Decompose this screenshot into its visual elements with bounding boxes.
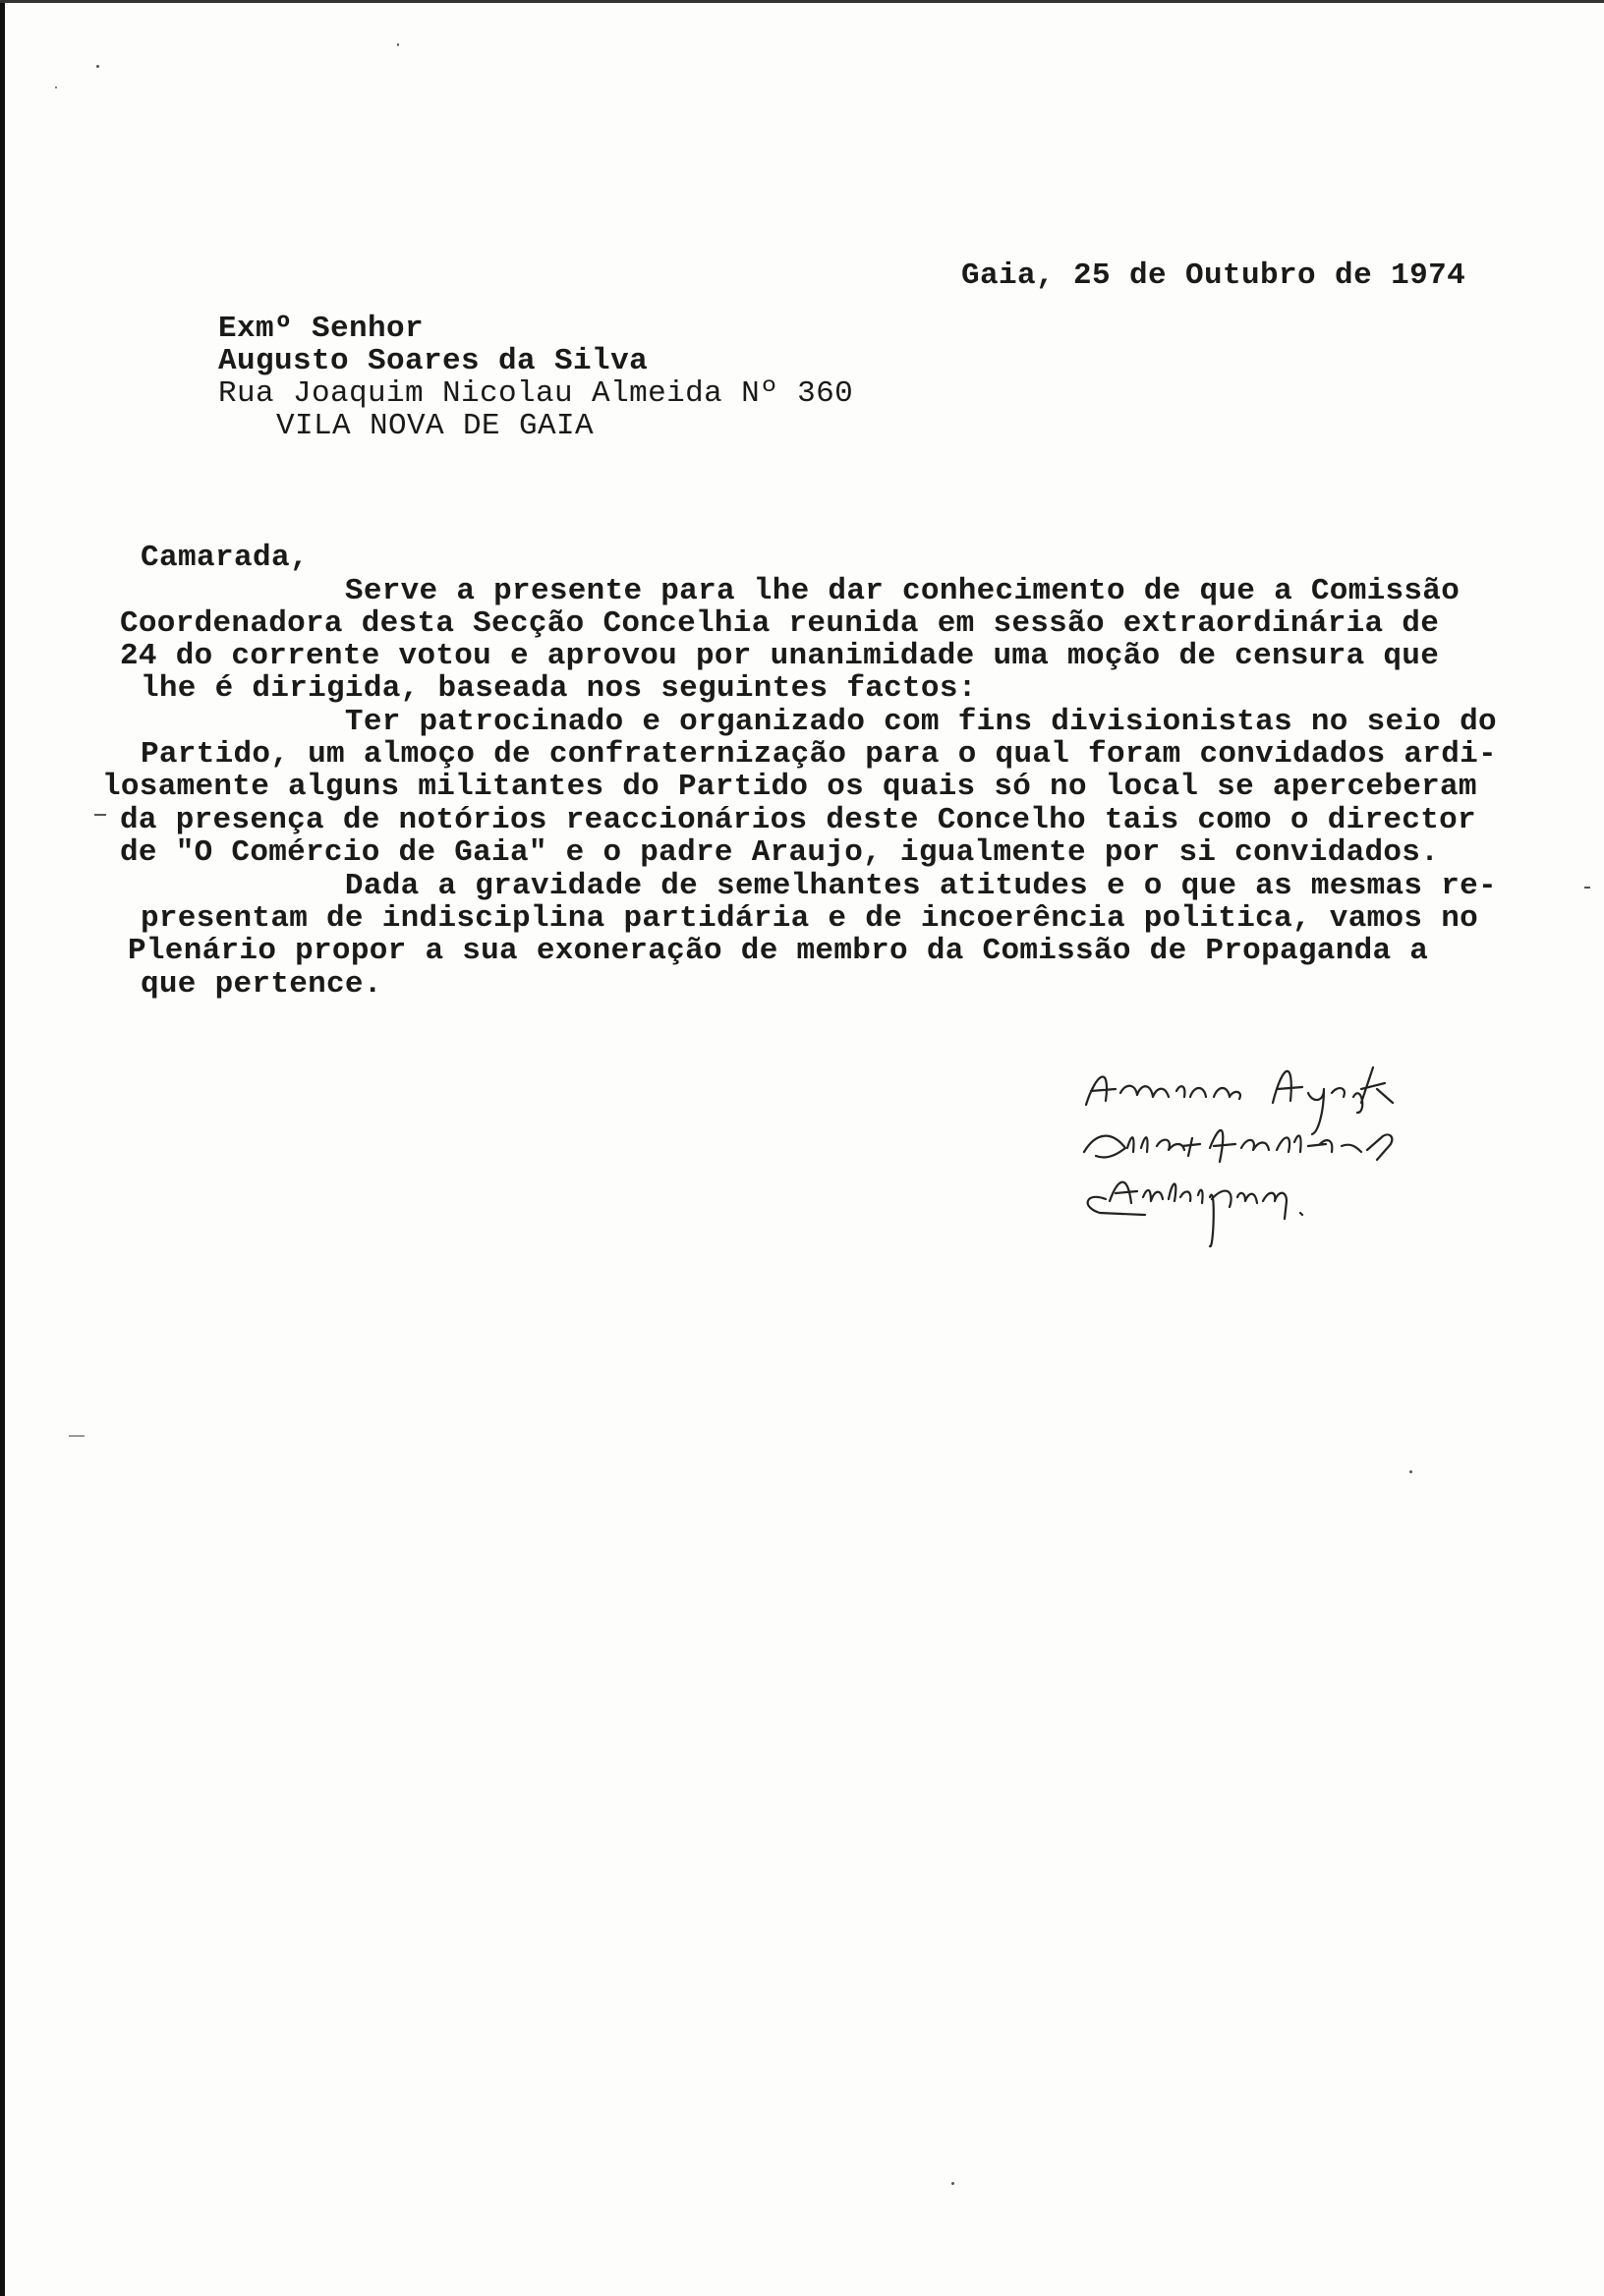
recipient-title: Exmº Senhor: [218, 312, 425, 346]
body-line: Ter patrocinado e organizado com fins divisionistas no seio do: [141, 705, 1497, 739]
scan-left-edge: [0, 0, 5, 2296]
scan-speck: [951, 2182, 954, 2185]
body-line: 24 do corrente votou e aprovou por unanimidade uma moção de censura que: [120, 639, 1440, 673]
scan-speck: [96, 65, 99, 68]
scan-top-edge: [0, 0, 1604, 3]
recipient-street: Rua Joaquim Nicolau Almeida Nº 360: [218, 376, 854, 411]
scan-speck: [55, 86, 57, 88]
body-line: Plenário propor a sua exoneração de membro da Comissão de Propaganda a: [128, 934, 1429, 968]
scan-speck: [397, 43, 399, 46]
body-line: presentam de indisciplina partidária e de incoerência politica, vamos no: [141, 901, 1479, 936]
scan-speck: [69, 1435, 85, 1437]
body-line: lhe é dirigida, baseada nos seguintes factos:: [141, 671, 977, 706]
scan-speck: [1409, 1470, 1412, 1473]
body-line: Partido, um almoço de confraternização para o qual foram convidados ardi-: [141, 737, 1497, 772]
body-line: Serve a presente para lhe dar conhecimento de que a Comissão: [141, 574, 1461, 608]
body-line: da presença de notórios reaccionários deste Concelho tais como o director: [120, 803, 1476, 837]
signature-2: [1084, 1130, 1392, 1162]
letter-date: Gaia, 25 de Outubro de 1974: [961, 258, 1466, 293]
signature-1: [1086, 1067, 1393, 1134]
body-line: Dada a gravidade de semelhantes atitudes e o que as mesmas re-: [141, 869, 1497, 903]
recipient-name: Augusto Soares da Silva: [218, 344, 649, 378]
body-line: losamente alguns militantes do Partido os quais só no local se aperceberam: [102, 770, 1477, 804]
body-line: de "O Comércio de Gaia" e o padre Araujo, igualmente por si convidados.: [120, 835, 1440, 870]
body-line: Coordenadora desta Secção Concelhia reunida em sessão extraordinária de: [120, 606, 1440, 641]
scan-speck: [1584, 887, 1590, 889]
scan-speck: [94, 814, 106, 816]
greeting: Camarada,: [141, 541, 310, 575]
recipient-city: VILA NOVA DE GAIA: [276, 409, 595, 443]
handwritten-signatures: [1066, 1054, 1558, 1270]
signature-3: [1088, 1182, 1302, 1246]
body-line: que pertence.: [141, 967, 382, 1002]
